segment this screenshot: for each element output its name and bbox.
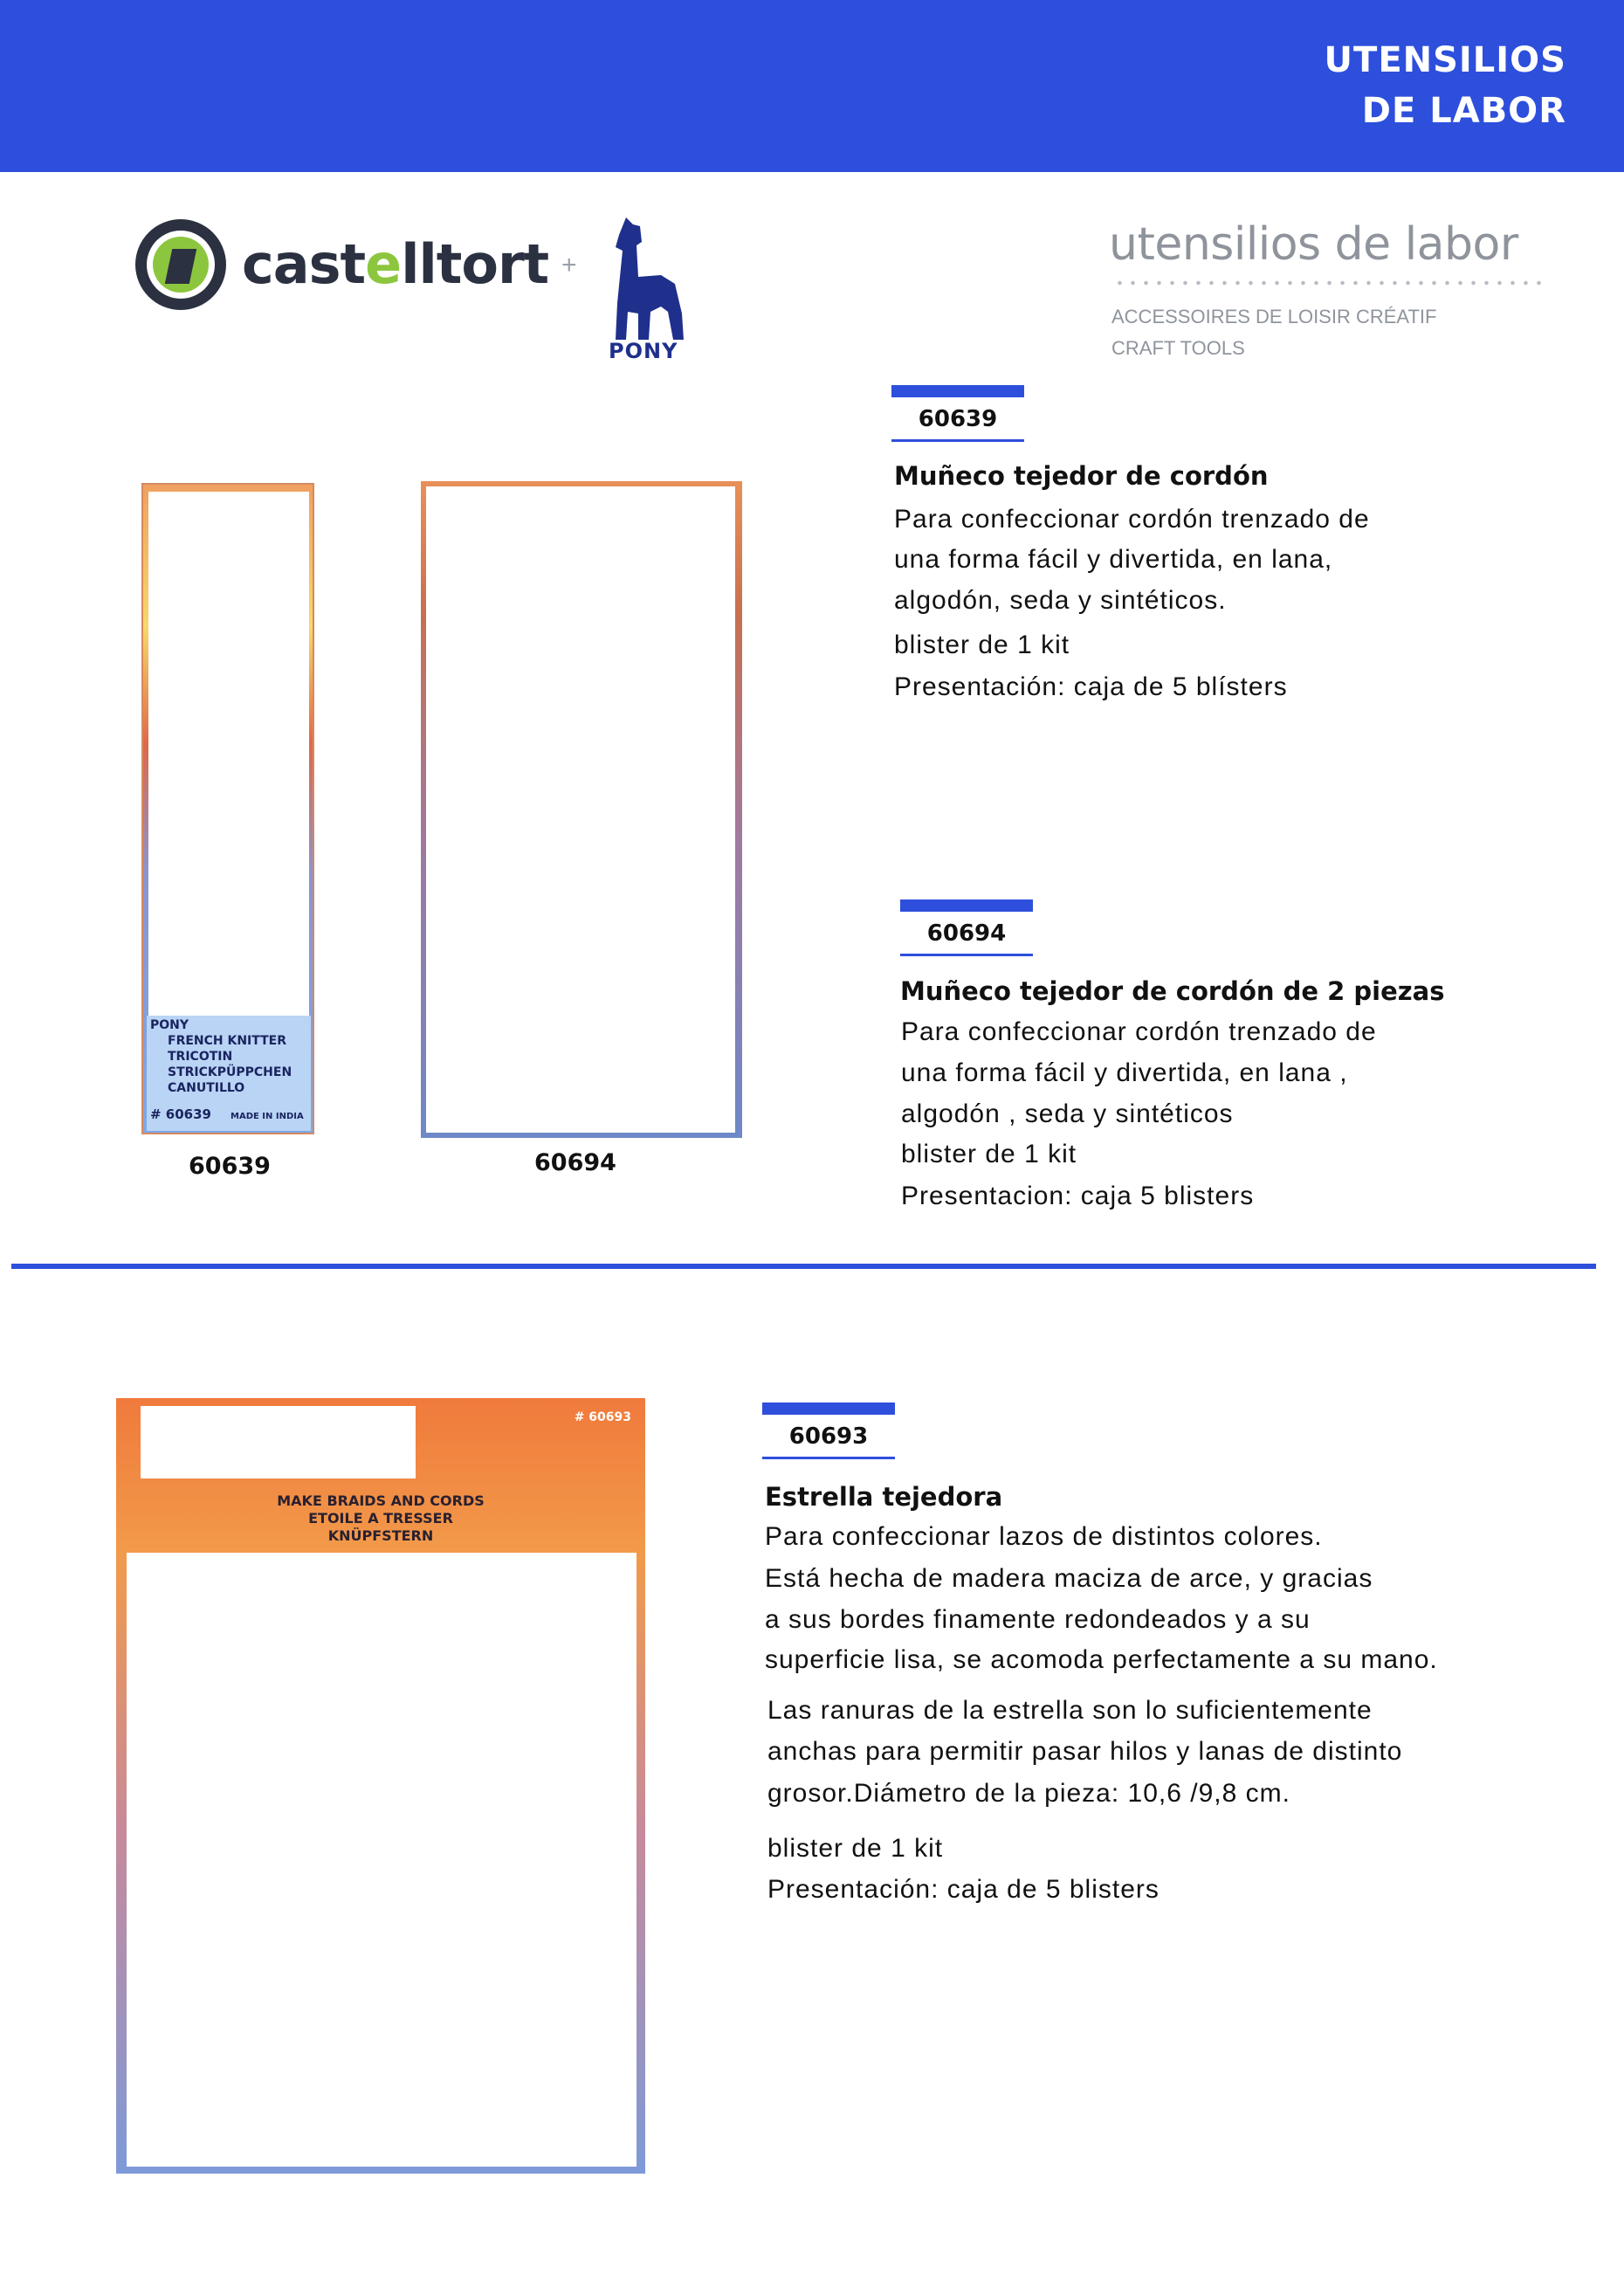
product-title: Estrella tejedora bbox=[765, 1482, 1003, 1512]
product-description-line: Para confeccionar lazos de distintos colores. bbox=[765, 1522, 1323, 1551]
product-title: Muñeco tejedor de cordón bbox=[894, 461, 1269, 491]
package-code: # 60639 bbox=[150, 1106, 211, 1122]
brand-subtitle-en: CRAFT TOOLS bbox=[1111, 337, 1245, 359]
product-description-line: Para confeccionar cordón trenzado de bbox=[894, 505, 1370, 534]
header-bar bbox=[0, 0, 1624, 172]
product-description-line: superficie lisa, se acomoda perfectamente a su mano. bbox=[765, 1645, 1438, 1674]
pony-logo-icon bbox=[607, 216, 687, 347]
product-code-tab bbox=[891, 385, 1024, 442]
product-image-60694 bbox=[421, 481, 742, 1138]
product-description-line: a sus bordes finamente redondeados y a su bbox=[765, 1605, 1311, 1634]
package-line: STRICKPÜPPCHEN bbox=[168, 1065, 292, 1079]
product-presentation: Presentación: caja de 5 blisters bbox=[767, 1875, 1160, 1904]
product-presentation: Presentacion: caja 5 blisters bbox=[901, 1182, 1255, 1210]
product-code: 60639 bbox=[918, 406, 998, 432]
product-pack-info: blister de 1 kit bbox=[894, 631, 1070, 659]
header-title-line1: UTENSILIOS bbox=[1324, 40, 1566, 80]
image-caption-60694: 60694 bbox=[534, 1149, 616, 1176]
product-description-line: algodón, seda y sintéticos. bbox=[894, 586, 1227, 615]
package-origin: MADE IN INDIA bbox=[231, 1112, 304, 1121]
package-line: MAKE BRAIDS AND CORDS bbox=[277, 1492, 485, 1509]
package-line: KNÜPFSTERN bbox=[327, 1527, 434, 1544]
product-description-line: algodón , seda y sintéticos bbox=[901, 1099, 1234, 1128]
product-description-line: una forma fácil y divertida, en lana , bbox=[901, 1058, 1348, 1087]
image-caption-60639: 60639 bbox=[189, 1153, 271, 1180]
logo-plus: + bbox=[561, 251, 577, 279]
product-description-line: Para confeccionar cordón trenzado de bbox=[901, 1017, 1377, 1046]
product-code: 60693 bbox=[788, 1423, 869, 1450]
product-description-line: anchas para permitir pasar hilos y lanas de distinto bbox=[767, 1737, 1403, 1766]
product-image-60693 bbox=[116, 1398, 645, 2174]
package-line: CANUTILLO bbox=[168, 1081, 245, 1095]
header-title-line2: DE LABOR bbox=[1361, 91, 1566, 131]
product-code-tab bbox=[900, 899, 1033, 956]
product-pack-info: blister de 1 kit bbox=[767, 1834, 944, 1863]
product-description-line: Está hecha de madera maciza de arce, y gracias bbox=[765, 1564, 1373, 1593]
pony-logo-text: PONY bbox=[609, 339, 678, 363]
package-label bbox=[116, 1492, 645, 1545]
package-label bbox=[147, 1016, 311, 1131]
castelltort-logo-icon bbox=[135, 219, 226, 310]
brand-dotted-divider bbox=[1113, 280, 1541, 286]
package-line: FRENCH KNITTER bbox=[168, 1034, 287, 1048]
brand-subtitle-fr: ACCESSOIRES DE LOISIR CRÉATIF bbox=[1111, 306, 1437, 327]
brand-title: utensilios de labor bbox=[1109, 218, 1518, 271]
product-pack-info: blister de 1 kit bbox=[901, 1140, 1077, 1168]
product-description-line: Las ranuras de la estrella son lo suficientemente bbox=[767, 1696, 1373, 1725]
product-code: 60694 bbox=[926, 920, 1007, 947]
package-brand: PONY bbox=[150, 1018, 189, 1032]
package-line: TRICOTIN bbox=[168, 1050, 233, 1064]
castelltort-logo-text: castelltort bbox=[242, 232, 549, 296]
package-line: ETOILE A TRESSER bbox=[308, 1510, 453, 1527]
product-image-60639 bbox=[141, 483, 314, 1134]
package-code: # 60693 bbox=[574, 1410, 631, 1424]
product-description-line: una forma fácil y divertida, en lana, bbox=[894, 545, 1333, 574]
product-description-line: grosor.Diámetro de la pieza: 10,6 /9,8 cm. bbox=[767, 1779, 1290, 1808]
product-title: Muñeco tejedor de cordón de 2 piezas bbox=[900, 976, 1445, 1006]
product-presentation: Presentación: caja de 5 blísters bbox=[894, 672, 1288, 701]
product-code-tab bbox=[762, 1402, 895, 1459]
section-divider bbox=[11, 1264, 1596, 1269]
